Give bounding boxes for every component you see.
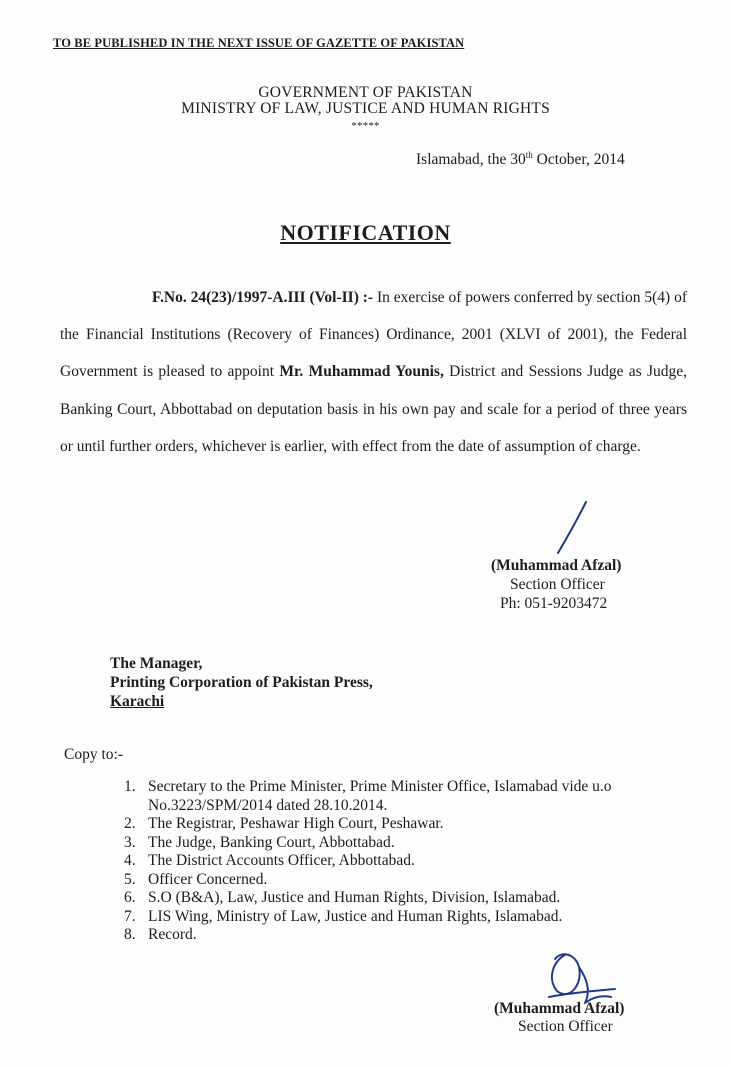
notification-title: NOTIFICATION <box>280 220 451 245</box>
signatory-1-name: (Muhammad Afzal) <box>491 557 622 574</box>
ministry-heading: MINISTRY OF LAW, JUSTICE AND HUMAN RIGHTS <box>181 100 550 117</box>
file-number: F.No. 24(23)/1997-A.III (Vol-II) :- <box>152 289 374 306</box>
copy-to-label: Copy to:- <box>64 746 123 763</box>
stars-separator: ***** <box>351 120 380 132</box>
list-item: 4. The District Accounts Officer, Abbottabad. <box>124 852 415 869</box>
list-item: 8. Record. <box>124 926 197 943</box>
addressee-line-1: The Manager, <box>110 655 203 672</box>
gazette-notice: TO BE PUBLISHED IN THE NEXT ISSUE OF GAZETTE OF PAKISTAN <box>53 36 465 50</box>
body-text-2: District and Sessions Judge as Judge, Banking Court, Abbottabad on deputation basis in his own pay and scale for a period of three years or until further orders, whichever is earlier, with effect from the date of assumption of charge. <box>60 363 688 455</box>
date-line <box>416 150 625 169</box>
body-text-1: In exercise of powers conferred by section 5(4) of the Financial Institutions (Recovery of Finances) Ordinance, 2001 (XLVI of 2001), the Federal Government is pleased to appoint <box>60 289 687 381</box>
signatory-2-designation: Section Officer <box>518 1018 613 1035</box>
addressee-line-2: Printing Corporation of Pakistan Press, <box>110 674 373 691</box>
list-item: 6. S.O (B&A), Law, Justice and Human Rights, Division, Islamabad. <box>124 889 561 906</box>
list-item: 2. The Registrar, Peshawar High Court, Peshawar. <box>124 815 444 832</box>
list-item: 1. Secretary to the Prime Minister, Prime Minister Office, Islamabad vide u.o No.3223/SPM/2014 dated 28.10.2014. <box>124 778 612 814</box>
signature-mark-1 <box>548 498 598 558</box>
government-heading: GOVERNMENT OF PAKISTAN <box>258 84 473 101</box>
signatory-1-designation: Section Officer <box>510 576 605 593</box>
copy-list <box>124 778 699 945</box>
date-rest: October, 2014 <box>532 151 625 169</box>
signatory-1-phone: Ph: 051-9203472 <box>500 595 608 612</box>
date-suffix: th <box>525 150 533 160</box>
appointee-name: Mr. Muhammad Younis, <box>279 363 444 381</box>
list-item: 7. LIS Wing, Ministry of Law, Justice and Human Rights, Islamabad. <box>124 907 563 925</box>
list-item: 5. Officer Concerned. <box>124 870 268 888</box>
date-prefix: Islamabad, the 30 <box>416 151 526 169</box>
notification-body <box>60 279 687 465</box>
addressee-line-3: Karachi <box>110 693 165 710</box>
list-item: 3. The Judge, Banking Court, Abbottabad. <box>124 833 395 851</box>
signatory-2-name: (Muhammad Afzal) <box>494 1000 625 1017</box>
